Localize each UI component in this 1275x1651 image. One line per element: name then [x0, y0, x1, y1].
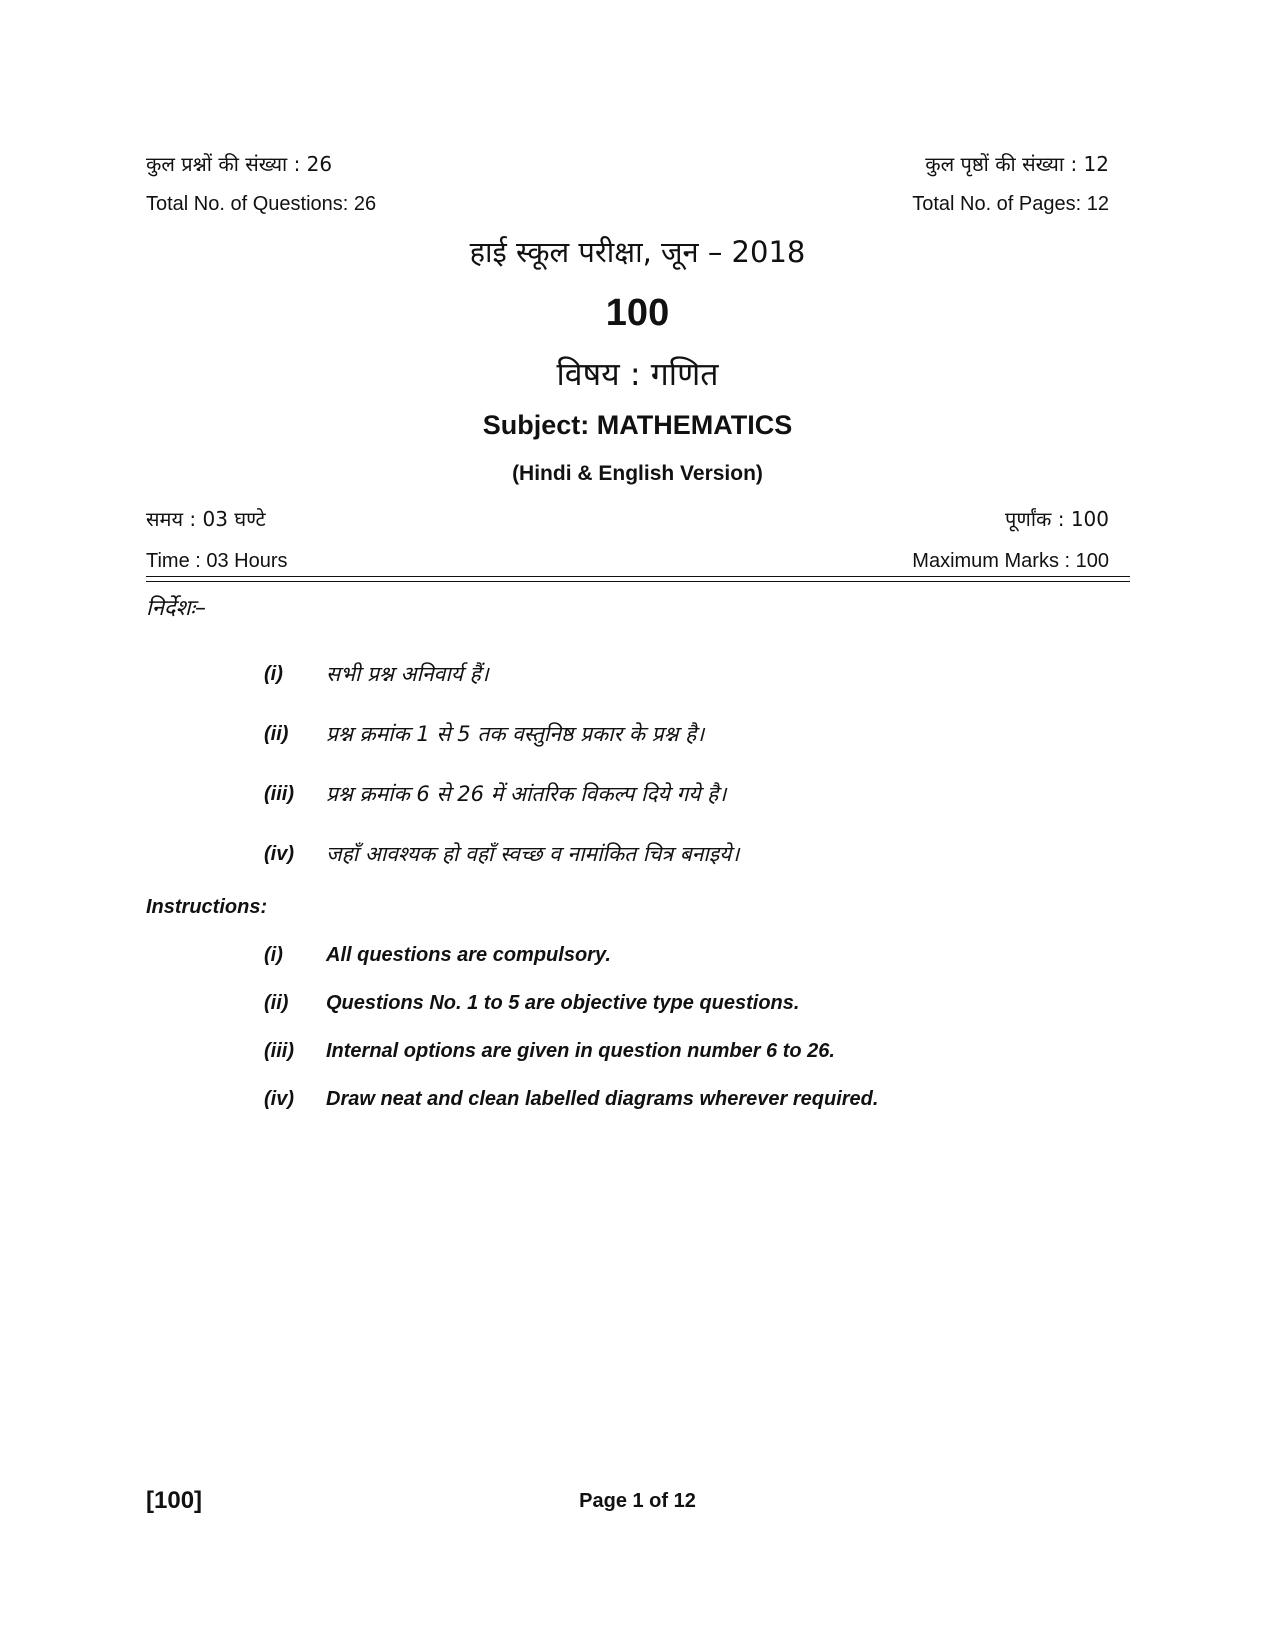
- paper-code: 100: [605, 292, 670, 334]
- time-english: Time : 03 Hours: [146, 550, 288, 572]
- marks-hindi: पूर्णांक : 100: [1005, 507, 1109, 531]
- item-text: जहाँ आवश्यक हो वहाँ स्वच्छ व नामांकित चित्र बनाइये।: [326, 842, 740, 866]
- item-number: (ii): [264, 723, 289, 745]
- instructions-heading-hindi: निर्देशः–: [146, 596, 206, 621]
- footer-paper-code: [100]: [146, 1487, 203, 1514]
- item-number: (iii): [264, 1040, 294, 1062]
- item-number: (ii): [264, 992, 289, 1014]
- item-text: Questions No. 1 to 5 are objective type questions.: [326, 992, 800, 1014]
- instructions-heading-english: Instructions:: [146, 896, 268, 918]
- item-text: Draw neat and clean labelled diagrams wherever required.: [326, 1088, 879, 1110]
- header-rule-top: [146, 576, 1130, 577]
- item-text: Internal options are given in question number 6 to 26.: [326, 1040, 835, 1062]
- item-number: (iv): [264, 1088, 294, 1110]
- header-rule-bottom: [146, 581, 1130, 582]
- item-text: सभी प्रश्न अनिवार्य हैं।: [326, 662, 489, 686]
- item-text: प्रश्न क्रमांक 6 से 26 में आंतरिक विकल्प दिये गये है।: [326, 782, 727, 806]
- exam-title: हाई स्कूल परीक्षा, जून – 2018: [469, 235, 806, 269]
- item-number: (iii): [264, 783, 294, 805]
- marks-english: Maximum Marks : 100: [912, 550, 1109, 572]
- page-number: Page 1 of 12: [579, 1490, 696, 1512]
- item-text: प्रश्न क्रमांक 1 से 5 तक वस्तुनिष्ठ प्रकार के प्रश्न है।: [326, 722, 705, 746]
- total-questions-hindi: कुल प्रश्नों की संख्या : 26: [146, 152, 333, 176]
- subject-title-english: Subject: MATHEMATICS: [482, 410, 793, 440]
- item-text: All questions are compulsory.: [326, 944, 611, 966]
- item-number: (iv): [264, 843, 294, 865]
- total-questions-english: Total No. of Questions: 26: [146, 193, 377, 215]
- item-number: (i): [264, 944, 283, 966]
- version-label: (Hindi & English Version): [512, 462, 763, 485]
- subject-title-hindi: विषय : गणित: [556, 355, 719, 393]
- item-number: (i): [264, 663, 283, 685]
- total-pages-hindi: कुल पृष्ठों की संख्या : 12: [925, 152, 1109, 176]
- total-pages-english: Total No. of Pages: 12: [912, 193, 1109, 215]
- time-hindi: समय : 03 घण्टे: [146, 507, 266, 531]
